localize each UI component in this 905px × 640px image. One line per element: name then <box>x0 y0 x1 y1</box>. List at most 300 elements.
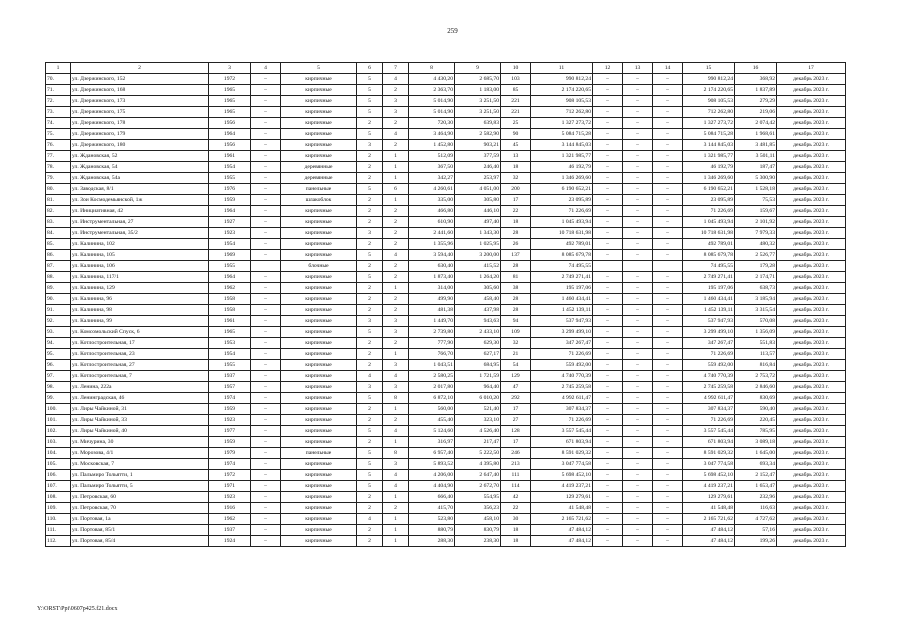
table-row <box>46 470 846 481</box>
table-cell: – <box>593 140 623 151</box>
table-cell: – <box>653 327 683 338</box>
table-cell: – <box>653 305 683 316</box>
table-cell: 335,00 <box>409 195 455 206</box>
table-cell: 367,50 <box>409 162 455 173</box>
table-cell: – <box>623 360 653 371</box>
table-cell: 25 <box>501 118 531 129</box>
table-cell: 5 <box>357 96 383 107</box>
table-cell: кирпичные <box>281 129 357 140</box>
table-cell: 2 <box>383 503 409 514</box>
table-cell: – <box>251 228 281 239</box>
table-cell: ул. Калинина, 106 <box>71 261 209 272</box>
table-cell: кирпичные <box>281 503 357 514</box>
table-cell: ул. Котлостроительная, 27 <box>71 360 209 371</box>
table-cell: – <box>593 459 623 470</box>
table-cell: – <box>653 492 683 503</box>
table-cell: 666,40 <box>409 492 455 503</box>
table-cell: – <box>593 151 623 162</box>
column-number-cell: 11 <box>531 63 593 74</box>
table-cell: 1974 <box>209 393 251 404</box>
table-cell: 5 300,90 <box>735 173 777 184</box>
table-cell: 6 190 652,21 <box>683 184 735 195</box>
table-cell: 4 526,40 <box>455 426 501 437</box>
table-cell: 2 685,70 <box>455 74 501 85</box>
table-cell: 2 <box>357 261 383 272</box>
table-cell: 2 <box>383 338 409 349</box>
table-cell: кирпичные <box>281 206 357 217</box>
table-cell: 2 <box>357 294 383 305</box>
table-cell: – <box>251 371 281 382</box>
table-cell: 114 <box>501 481 531 492</box>
table-cell: 2 <box>357 404 383 415</box>
table-cell: 4 051,00 <box>455 184 501 195</box>
table-cell: – <box>653 107 683 118</box>
table-cell: ул. Калинина, 98 <box>71 305 209 316</box>
table-cell: 46 192,79 <box>531 162 593 173</box>
table-cell: 2 101,92 <box>735 217 777 228</box>
table-cell: – <box>251 514 281 525</box>
table-cell: декабрь 2023 г. <box>777 96 846 107</box>
table-cell: 4 727,62 <box>735 514 777 525</box>
table-cell: 279,29 <box>735 96 777 107</box>
table-cell: 45 <box>501 140 531 151</box>
table-row <box>46 426 846 437</box>
table-cell: – <box>251 129 281 140</box>
table-cell: – <box>593 316 623 327</box>
table-cell: 1 043,51 <box>409 360 455 371</box>
table-cell: кирпичные <box>281 492 357 503</box>
table-cell: – <box>593 184 623 195</box>
table-cell: 671 803,94 <box>531 437 593 448</box>
table-cell: 28 <box>501 228 531 239</box>
table-cell: 1 460 434,41 <box>531 294 593 305</box>
table-cell: 74 495,55 <box>531 261 593 272</box>
table-cell: 8 591 029,32 <box>683 448 735 459</box>
table-cell: 537 947,93 <box>531 316 593 327</box>
table-row <box>46 459 846 470</box>
table-cell: – <box>251 151 281 162</box>
table-cell: – <box>653 217 683 228</box>
table-cell: 110. <box>46 514 71 525</box>
table-cell: 4 <box>383 371 409 382</box>
table-cell: 1977 <box>209 426 251 437</box>
table-cell: – <box>593 415 623 426</box>
table-cell: 90. <box>46 294 71 305</box>
table-cell: 292 <box>501 393 531 404</box>
table-cell: 1953 <box>209 338 251 349</box>
table-cell: 91. <box>46 305 71 316</box>
table-cell: – <box>251 195 281 206</box>
table-cell: 1 <box>383 437 409 448</box>
table-cell: – <box>251 217 281 228</box>
table-cell: 2 <box>357 305 383 316</box>
table-cell: – <box>623 514 653 525</box>
table-cell: 323,10 <box>455 415 501 426</box>
table-cell: 1923 <box>209 415 251 426</box>
table-cell: 1969 <box>209 250 251 261</box>
column-number-cell: 9 <box>455 63 501 74</box>
table-cell: 3 <box>383 96 409 107</box>
table-cell: – <box>623 503 653 514</box>
table-cell: 47 484,12 <box>683 536 735 547</box>
table-cell: – <box>623 470 653 481</box>
table-cell: декабрь 2023 г. <box>777 129 846 140</box>
table-cell: декабрь 2023 г. <box>777 338 846 349</box>
table-row <box>46 74 846 85</box>
table-cell: 93. <box>46 327 71 338</box>
table-cell: 77. <box>46 151 71 162</box>
table-cell: – <box>251 162 281 173</box>
table-row <box>46 195 846 206</box>
table-cell: – <box>653 525 683 536</box>
table-cell: 2 526,77 <box>735 250 777 261</box>
table-cell: кирпичные <box>281 349 357 360</box>
table-cell: декабрь 2023 г. <box>777 250 846 261</box>
table-cell: кирпичные <box>281 536 357 547</box>
table-cell: 1 355,96 <box>409 239 455 250</box>
table-cell: – <box>653 338 683 349</box>
table-cell: 559 492,00 <box>531 360 593 371</box>
table-cell: ул. Калинина, 105 <box>71 250 209 261</box>
table-cell: ул. Портовая, 1а <box>71 514 209 525</box>
table-cell: 1974 <box>209 459 251 470</box>
housing-registry-table <box>45 62 846 547</box>
table-cell: ул. Дзержинского, 173 <box>71 96 209 107</box>
table-cell: – <box>653 173 683 184</box>
table-cell: 128 <box>501 426 531 437</box>
table-cell: – <box>593 327 623 338</box>
table-cell: – <box>593 294 623 305</box>
table-cell: 6 <box>383 184 409 195</box>
table-cell: – <box>623 239 653 250</box>
table-cell: 246 <box>501 448 531 459</box>
table-cell: 2 <box>357 173 383 184</box>
table-cell: – <box>653 195 683 206</box>
table-cell: – <box>593 217 623 228</box>
table-cell: – <box>623 481 653 492</box>
table-row <box>46 228 846 239</box>
table-cell: декабрь 2023 г. <box>777 162 846 173</box>
table-cell: – <box>251 140 281 151</box>
table-cell: 71. <box>46 85 71 96</box>
table-cell: – <box>653 470 683 481</box>
table-cell: – <box>653 393 683 404</box>
table-cell: ул. Портовая, 85/1 <box>71 525 209 536</box>
table-cell: 87. <box>46 261 71 272</box>
table-cell: 1955 <box>209 173 251 184</box>
table-cell: – <box>593 514 623 525</box>
table-cell: ул. Комсомольский Спуск, 6 <box>71 327 209 338</box>
table-cell: 10 718 631,98 <box>531 228 593 239</box>
table-cell: 1 356,09 <box>735 327 777 338</box>
table-row <box>46 305 846 316</box>
table-cell: 5 <box>357 448 383 459</box>
column-number-row <box>46 63 846 74</box>
table-cell: – <box>623 393 653 404</box>
table-cell: 28 <box>501 294 531 305</box>
table-cell: 21 <box>501 349 531 360</box>
table-cell: 521,40 <box>455 404 501 415</box>
table-cell: 26 <box>501 239 531 250</box>
table-cell: – <box>623 217 653 228</box>
table-cell: ул. Ленинградская, 46 <box>71 393 209 404</box>
table-cell: 75. <box>46 129 71 140</box>
column-number-cell: 16 <box>735 63 777 74</box>
table-cell: – <box>653 184 683 195</box>
table-cell: 18 <box>501 217 531 228</box>
table-cell: 3 089,18 <box>735 437 777 448</box>
table-cell: декабрь 2023 г. <box>777 272 846 283</box>
table-row <box>46 96 846 107</box>
table-cell: – <box>623 316 653 327</box>
table-cell: 2 846,60 <box>735 382 777 393</box>
table-cell: 2 <box>357 437 383 448</box>
table-cell: 830,69 <box>735 393 777 404</box>
table-cell: 3 299 499,10 <box>531 327 593 338</box>
table-cell: – <box>251 305 281 316</box>
column-number-cell: 15 <box>683 63 735 74</box>
table-cell: ул. Котлостроительная, 17 <box>71 338 209 349</box>
table-cell: ул. Пальмиро Тольятти, 5 <box>71 481 209 492</box>
table-cell: 27 <box>501 415 531 426</box>
table-cell: – <box>251 360 281 371</box>
table-cell: 446,10 <box>455 206 501 217</box>
table-row <box>46 206 846 217</box>
table-cell: декабрь 2023 г. <box>777 151 846 162</box>
table-cell: 105. <box>46 459 71 470</box>
column-number-cell: 13 <box>623 63 653 74</box>
table-cell: 71 226,69 <box>683 415 735 426</box>
table-cell: – <box>593 239 623 250</box>
table-cell: ул. Котлостроительная, 7 <box>71 371 209 382</box>
table-cell: 2 <box>357 118 383 129</box>
table-cell: ул. Калинина, 96 <box>71 294 209 305</box>
table-cell: – <box>623 283 653 294</box>
table-cell: ул. Калинина, 129 <box>71 283 209 294</box>
table-cell: – <box>653 316 683 327</box>
table-cell: – <box>251 426 281 437</box>
table-cell: декабрь 2023 г. <box>777 481 846 492</box>
table-cell: 6 010,20 <box>455 393 501 404</box>
table-cell: – <box>623 382 653 393</box>
table-cell: 3 <box>357 316 383 327</box>
table-cell: деревянные <box>281 173 357 184</box>
column-number-cell: 10 <box>501 63 531 74</box>
table-cell: ул. Калинина, 102 <box>71 239 209 250</box>
table-cell: 1954 <box>209 239 251 250</box>
table-cell: кирпичные <box>281 393 357 404</box>
table-cell: 1 460 434,41 <box>683 294 735 305</box>
table-cell: 5 893,52 <box>409 459 455 470</box>
table-cell: 1972 <box>209 74 251 85</box>
table-cell: 219,06 <box>735 107 777 118</box>
table-cell: – <box>623 294 653 305</box>
table-cell: 2 <box>357 283 383 294</box>
table-cell: 75,53 <box>735 195 777 206</box>
table-cell: 232,96 <box>735 492 777 503</box>
column-number-cell: 14 <box>653 63 683 74</box>
table-cell: 97. <box>46 371 71 382</box>
table-cell: кирпичные <box>281 283 357 294</box>
table-cell <box>653 261 683 272</box>
table-cell: 990 812,24 <box>683 74 735 85</box>
table-cell: кирпичные <box>281 459 357 470</box>
table-cell: – <box>623 437 653 448</box>
table-row <box>46 327 846 338</box>
table-cell: 1958 <box>209 294 251 305</box>
table-cell: – <box>251 85 281 96</box>
table-cell: декабрь 2023 г. <box>777 316 846 327</box>
table-row <box>46 382 846 393</box>
table-cell: 5 <box>357 426 383 437</box>
table-cell: кирпичные <box>281 316 357 327</box>
table-cell: 5 <box>357 184 383 195</box>
table-cell: 551,83 <box>735 338 777 349</box>
table-cell: – <box>593 371 623 382</box>
table-cell: 90 <box>501 129 531 140</box>
table-cell: 1937 <box>209 525 251 536</box>
table-cell: 2 <box>357 536 383 547</box>
table-row <box>46 437 846 448</box>
table-cell: – <box>623 184 653 195</box>
table-cell: 314,00 <box>409 283 455 294</box>
table-cell: 559 492,00 <box>683 360 735 371</box>
table-cell: 2 <box>357 338 383 349</box>
table-cell: декабрь 2023 г. <box>777 525 846 536</box>
table-cell: 1979 <box>209 448 251 459</box>
table-cell: – <box>251 492 281 503</box>
table-cell: декабрь 2023 г. <box>777 239 846 250</box>
table-cell: 129 279,61 <box>683 492 735 503</box>
table-cell: 71 226,69 <box>683 206 735 217</box>
table-cell: 377,59 <box>455 151 501 162</box>
table-cell: 964,40 <box>455 382 501 393</box>
table-cell: 4 740 770,39 <box>531 371 593 382</box>
table-cell: 2 433,10 <box>455 327 501 338</box>
table-cell: – <box>593 118 623 129</box>
table-cell: – <box>653 96 683 107</box>
table-cell: 1 <box>383 525 409 536</box>
table-cell: кирпичные <box>281 481 357 492</box>
column-number-cell: 17 <box>777 63 846 74</box>
table-cell: 22 <box>501 503 531 514</box>
table-cell: 1 045 493,94 <box>531 217 593 228</box>
table-cell: 18 <box>501 525 531 536</box>
table-cell: 347 267,47 <box>683 338 735 349</box>
table-cell: – <box>653 459 683 470</box>
table-cell: 71 226,69 <box>683 349 735 360</box>
table-row <box>46 525 846 536</box>
table-cell: декабрь 2023 г. <box>777 371 846 382</box>
table-cell: 1956 <box>209 118 251 129</box>
table-cell: 4 419 237,21 <box>683 481 735 492</box>
table-cell: – <box>251 503 281 514</box>
table-cell: 137 <box>501 250 531 261</box>
table-cell: 195 197,06 <box>683 283 735 294</box>
table-cell: – <box>251 74 281 85</box>
table-cell: ул. Дзержинского, 179 <box>71 129 209 140</box>
table-cell: 638,73 <box>735 283 777 294</box>
table-cell: 2 <box>383 239 409 250</box>
table-cell: 2 <box>383 228 409 239</box>
table-cell: 1 968,61 <box>735 129 777 140</box>
table-cell: – <box>593 338 623 349</box>
table-cell: 3 047 774,58 <box>683 459 735 470</box>
table-cell: 129 279,61 <box>531 492 593 503</box>
table-cell: 3 185,94 <box>735 294 777 305</box>
table-cell: 1959 <box>209 437 251 448</box>
table-cell: 2 <box>383 118 409 129</box>
table-cell: кирпичные <box>281 525 357 536</box>
table-cell: 458,40 <box>455 294 501 305</box>
table-cell: 1 045 493,94 <box>683 217 735 228</box>
table-cell: – <box>623 228 653 239</box>
table-cell: – <box>653 140 683 151</box>
table-cell: кирпичные <box>281 382 357 393</box>
table-row <box>46 129 846 140</box>
table-cell: 221 <box>501 96 531 107</box>
table-cell: 8 <box>383 448 409 459</box>
table-cell: 38 <box>501 283 531 294</box>
table-cell: 307 834,37 <box>531 404 593 415</box>
table-cell: – <box>623 107 653 118</box>
table-cell: 107. <box>46 481 71 492</box>
table-cell: – <box>593 272 623 283</box>
table-cell: 4 992 611,47 <box>531 393 593 404</box>
table-cell: кирпичные <box>281 305 357 316</box>
table-cell: – <box>593 437 623 448</box>
table-cell: 13 <box>501 151 531 162</box>
table-cell: – <box>593 426 623 437</box>
table-cell: 4 740 770,39 <box>683 371 735 382</box>
table-cell: 1 327 273,72 <box>531 118 593 129</box>
table-cell: кирпичные <box>281 338 357 349</box>
column-number-cell: 1 <box>46 63 71 74</box>
table-cell: – <box>251 349 281 360</box>
table-cell: 3 251,50 <box>455 96 501 107</box>
table-cell: ул. Ждановская, 52 <box>71 151 209 162</box>
table-cell: 2 582,90 <box>455 129 501 140</box>
table-cell: – <box>593 206 623 217</box>
table-cell: – <box>251 525 281 536</box>
table-cell: 481,38 <box>409 305 455 316</box>
table-cell: 4 395,80 <box>455 459 501 470</box>
table-cell: 116,63 <box>735 503 777 514</box>
table-cell: 1958 <box>209 305 251 316</box>
table-cell: 1 321 985,77 <box>683 151 735 162</box>
table-cell: 246,40 <box>455 162 501 173</box>
table-cell: 4 <box>383 481 409 492</box>
table-cell: 220,45 <box>735 415 777 426</box>
table-cell: 1 721,59 <box>455 371 501 382</box>
table-cell: ул. Портовая, 85/4 <box>71 536 209 547</box>
table-cell: 305,60 <box>455 283 501 294</box>
table-cell: 3 557 545,44 <box>531 426 593 437</box>
table-cell: 1924 <box>209 536 251 547</box>
table-cell: ул. Петровская, 60 <box>71 492 209 503</box>
table-cell: – <box>653 85 683 96</box>
table-cell: 3 <box>357 140 383 151</box>
table-cell: – <box>653 371 683 382</box>
table-cell: ул. Калинина, 99 <box>71 316 209 327</box>
table-cell: 2 <box>383 206 409 217</box>
table-cell: 3 251,50 <box>455 107 501 118</box>
table-cell: 1955 <box>209 261 251 272</box>
table-cell: кирпичные <box>281 85 357 96</box>
table-cell: 458,10 <box>455 514 501 525</box>
table-cell: 23 095,89 <box>683 195 735 206</box>
table-cell: 18 <box>501 536 531 547</box>
